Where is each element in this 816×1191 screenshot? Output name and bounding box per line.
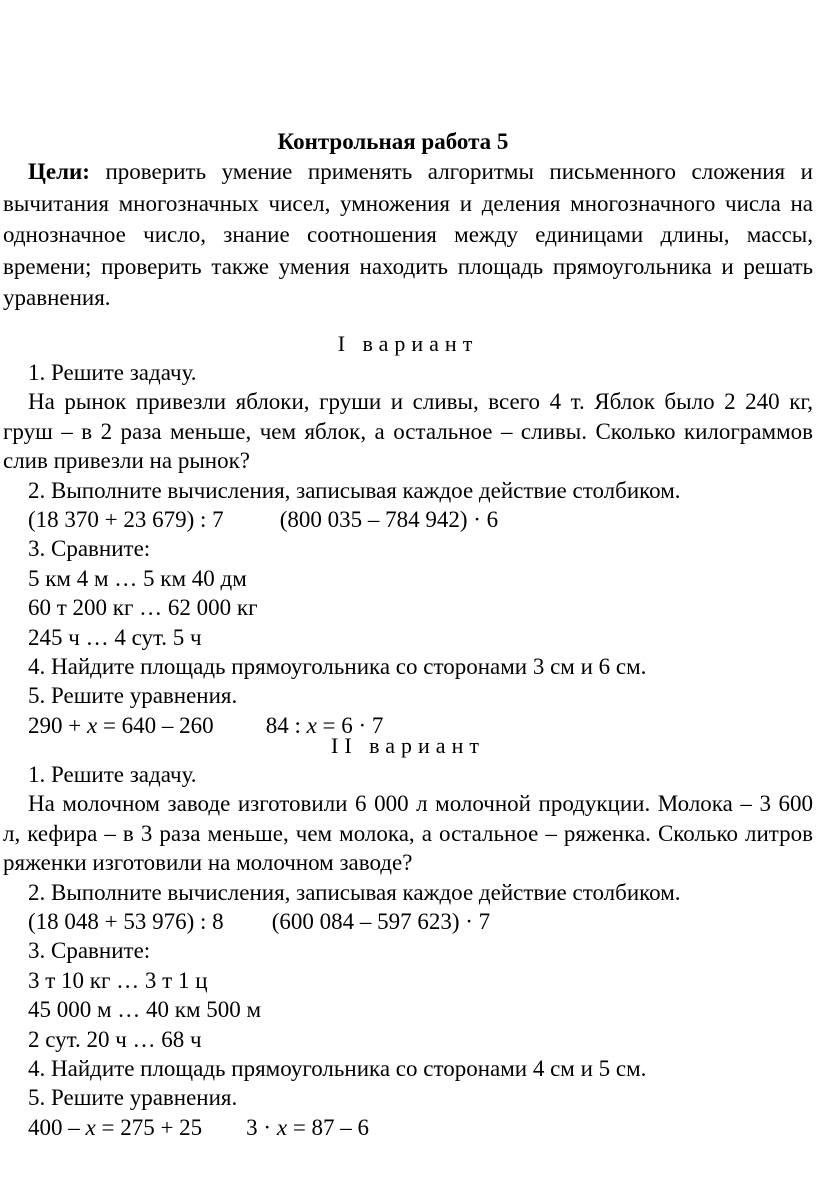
task-5-label: 5. Решите уравнения. xyxy=(28,683,238,709)
task-1-text: На рынок привезли яблоки, груши и сливы, всего 4 т. Яблок было 2 240 кг, груш – в 2 раза меньше, чем яблок, а остальное – сливы. Сколько килограммов слив привезли на рынок? xyxy=(3,389,813,474)
task-5-label: 5. Решите уравнения. xyxy=(28,1085,238,1111)
task-3-item: 245 ч … 4 сут. 5 ч xyxy=(28,624,202,650)
task-3-label: 3. Сравните: xyxy=(28,536,151,562)
task-1-label: 1. Решите задачу. xyxy=(28,762,197,787)
variant-1-section xyxy=(3,358,813,740)
task-4-text: 4. Найдите площадь прямоугольника со сторонами 4 см и 5 см. xyxy=(28,1055,647,1081)
task-1-label: 1. Решите задачу. xyxy=(28,360,197,385)
document-title: Контрольная работа 5 xyxy=(277,129,509,154)
goals-text: проверить умение применять алгоритмы письменного сложения и вычитания многозначных чисел, умножения и деления многозначного числа на однозначное число, знание соотношения между единицами длины, массы, времени; проверить также умения находить площадь прямоугольника и решать уравнения. xyxy=(3,159,813,310)
task-2-expressions xyxy=(3,505,813,534)
task-2-label: 2. Выполните вычисления, записывая каждое действие столбиком. xyxy=(28,477,681,503)
variant-2-section xyxy=(3,760,813,1142)
goals-label: Цели: xyxy=(28,159,90,184)
task-2-label: 2. Выполните вычисления, записывая каждое действие столбиком. xyxy=(28,879,681,905)
task-2-expression-2: (800 035 – 784 942) · 6 xyxy=(279,507,499,532)
goals-paragraph xyxy=(3,156,813,314)
task-2-expressions xyxy=(3,907,813,936)
variant-2-heading: II вариант xyxy=(331,733,485,758)
task-1-text: На молочном заводе изготовили 6 000 л молочной продукции. Молока – 3 600 л, кефира – в 3 раза меньше, чем молока, а остальное – ряженка. Сколько литров ряженки изготовили на молочном заводе? xyxy=(3,791,813,876)
variant-1-heading: I вариант xyxy=(337,331,479,356)
equation-1: 400 – x = 275 + 25 xyxy=(28,1114,203,1140)
task-5-equations xyxy=(3,1113,813,1142)
task-2-expression-1: (18 370 + 23 679) : 7 xyxy=(28,507,224,532)
equation-2: 3 · x = 87 – 6 xyxy=(246,1114,370,1140)
task-3-item: 45 000 м … 40 км 500 м xyxy=(28,997,262,1023)
task-2-expression-1: (18 048 + 53 976) : 8 xyxy=(28,909,224,934)
task-4-text: 4. Найдите площадь прямоугольника со сторонами 3 см и 6 см. xyxy=(28,653,647,679)
task-3-item: 2 сут. 20 ч … 68 ч xyxy=(28,1026,202,1052)
task-3-item: 60 т 200 кг … 62 000 кг xyxy=(28,595,258,621)
task-3-item: 5 км 4 м … 5 км 40 дм xyxy=(28,565,247,591)
task-2-expression-2: (600 084 – 597 623) · 7 xyxy=(271,909,491,934)
equation-2: 84 : x = 6 · 7 xyxy=(265,712,384,738)
task-3-item: 3 т 10 кг … 3 т 1 ц xyxy=(28,967,208,993)
task-3-label: 3. Сравните: xyxy=(28,938,151,964)
equation-1: 290 + x = 640 – 260 xyxy=(28,712,214,738)
